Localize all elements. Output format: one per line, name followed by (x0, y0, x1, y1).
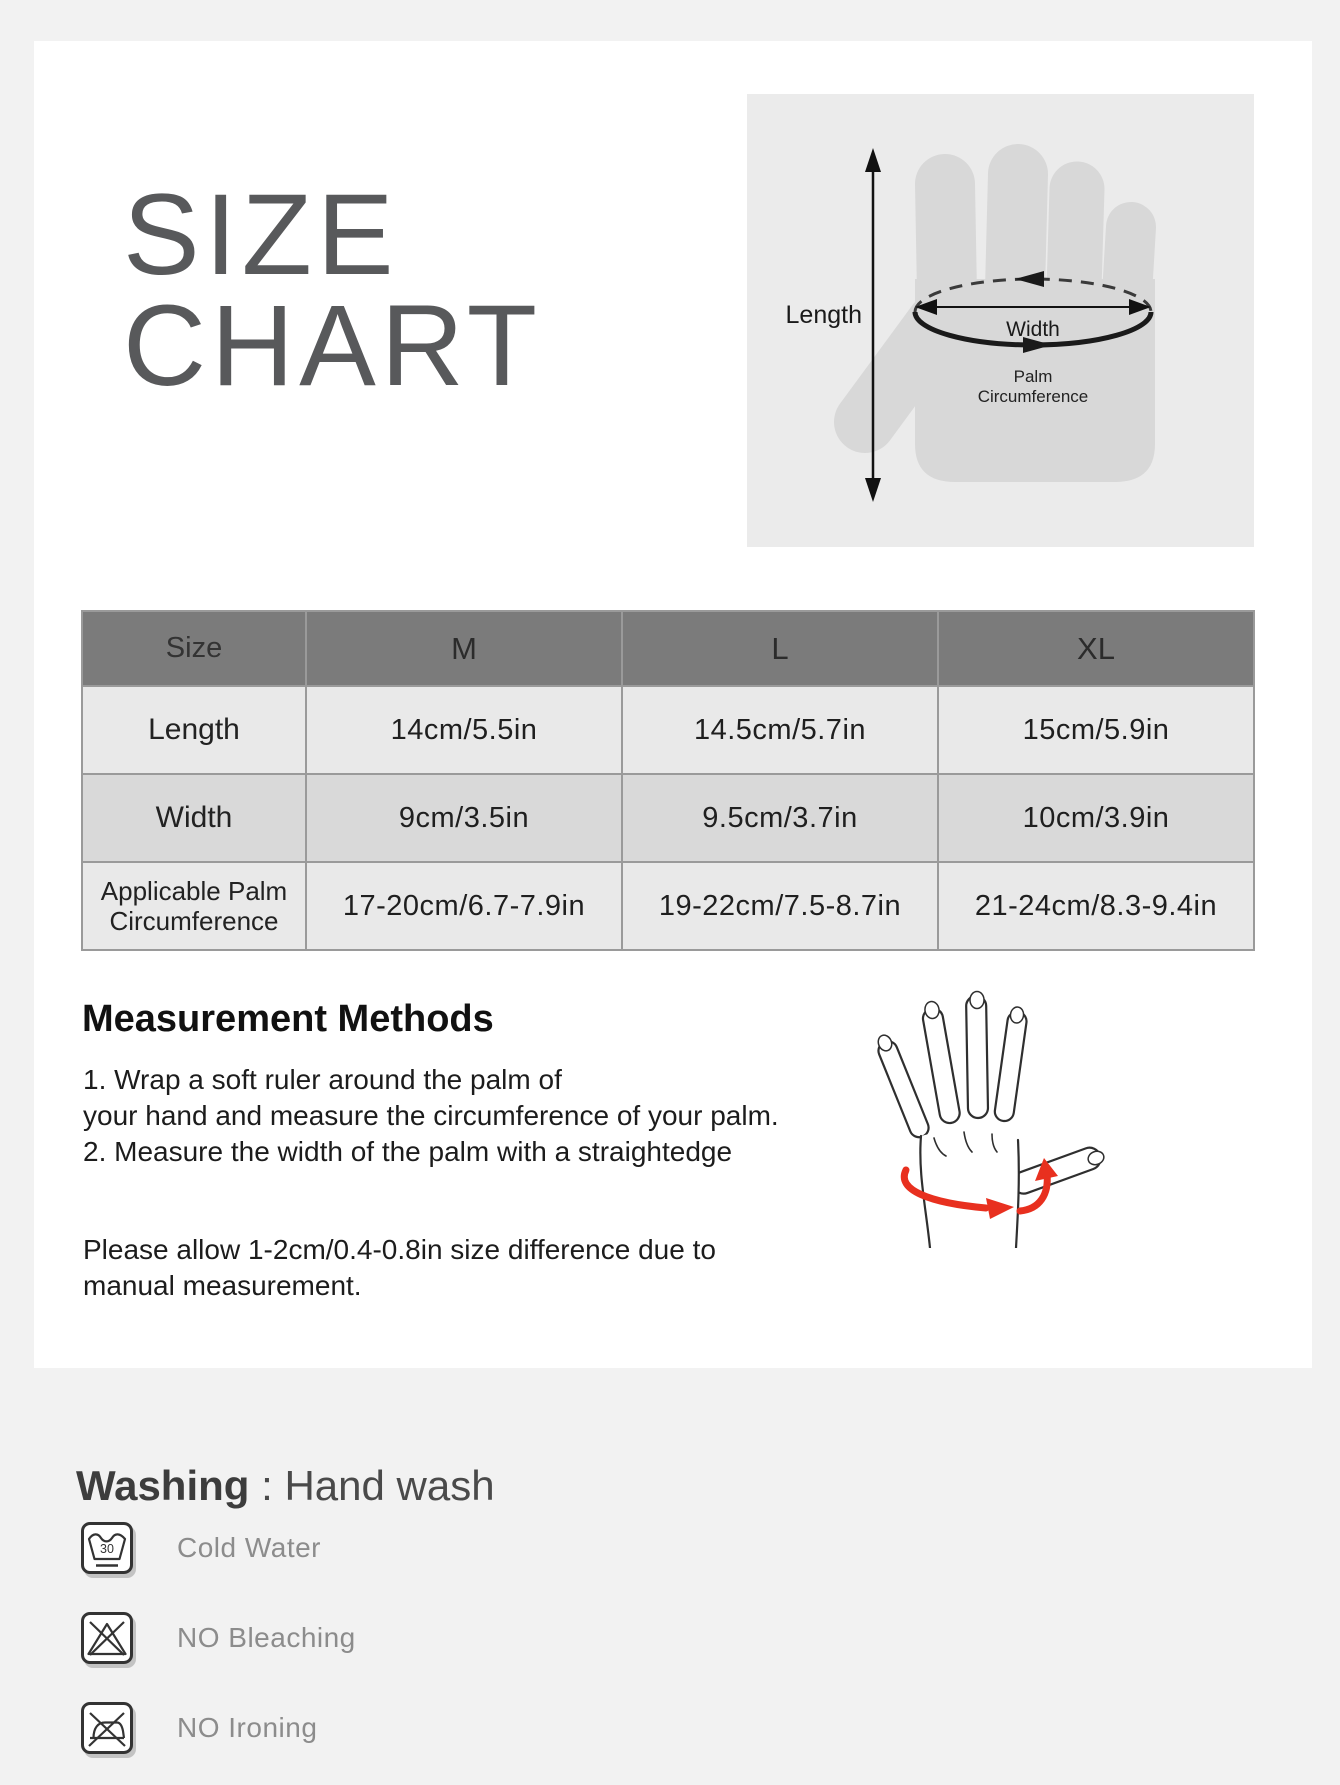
measurement-step-1: 1. Wrap a soft ruler around the palm of (83, 1064, 562, 1095)
cell-length-m: 14cm/5.5in (306, 686, 622, 774)
header-size: Size (82, 611, 306, 686)
glove-diagram (747, 94, 1254, 547)
row-label-palm-circumference: Applicable Palm Circumference (82, 862, 306, 950)
cell-palm-m: 17-20cm/6.7-7.9in (306, 862, 622, 950)
cell-width-m: 9cm/3.5in (306, 774, 622, 862)
washing-item-no-bleaching (81, 1612, 356, 1664)
measurement-note: Please allow 1-2cm/0.4-0.8in size difference due to manual measurement. (83, 1234, 716, 1301)
washing-item-no-ironing (81, 1702, 317, 1754)
washing-heading-rest: : Hand wash (249, 1462, 495, 1509)
table-row-palm-circumference (82, 862, 1254, 950)
cell-length-l: 14.5cm/5.7in (622, 686, 938, 774)
size-table (81, 610, 1255, 951)
measurement-step-2: 2. Measure the width of the palm with a straightedge (83, 1136, 733, 1167)
cell-length-xl: 15cm/5.9in (938, 686, 1254, 774)
header-m: M (306, 611, 622, 686)
svg-text:30: 30 (100, 1542, 114, 1556)
page-title (123, 171, 543, 410)
washing-item-cold-water (81, 1522, 321, 1574)
glove-diagram-panel (747, 94, 1254, 547)
cell-width-l: 9.5cm/3.7in (622, 774, 938, 862)
row-label-length: Length (82, 686, 306, 774)
size-table-header-row (82, 611, 1254, 686)
table-row-width (82, 774, 1254, 862)
palm-circumference-label-line1: Palm (1013, 367, 1053, 386)
washing-item-label: Cold Water (177, 1532, 322, 1563)
no-ironing-icon (81, 1702, 133, 1754)
measurement-methods-heading: Measurement Methods (82, 998, 494, 1040)
width-label: Width (1006, 318, 1060, 341)
table-row-length (82, 686, 1254, 774)
page-title-line1: SIZE (123, 171, 399, 299)
washing-heading (76, 1462, 495, 1510)
cold-water-icon (81, 1522, 133, 1574)
cell-width-xl: 10cm/3.9in (938, 774, 1254, 862)
length-label: Length (785, 301, 862, 329)
washing-item-label: NO Ironing (177, 1712, 318, 1743)
palm-circumference-label-line2: Circumference (977, 387, 1089, 406)
washing-item-label: NO Bleaching (177, 1622, 356, 1653)
no-bleaching-icon (81, 1612, 133, 1664)
cell-palm-l: 19-22cm/7.5-8.7in (622, 862, 938, 950)
measurement-methods-text (83, 1062, 779, 1170)
washing-heading-bold: Washing (76, 1462, 250, 1509)
hand-measure-illustration (868, 988, 1108, 1248)
cell-palm-xl: 21-24cm/8.3-9.4in (938, 862, 1254, 950)
header-xl: XL (938, 611, 1254, 686)
header-l: L (622, 611, 938, 686)
page-title-line2: CHART (123, 282, 543, 410)
row-label-width: Width (82, 774, 306, 862)
measurement-step-1-cont: your hand and measure the circumference of your palm. (83, 1100, 779, 1131)
